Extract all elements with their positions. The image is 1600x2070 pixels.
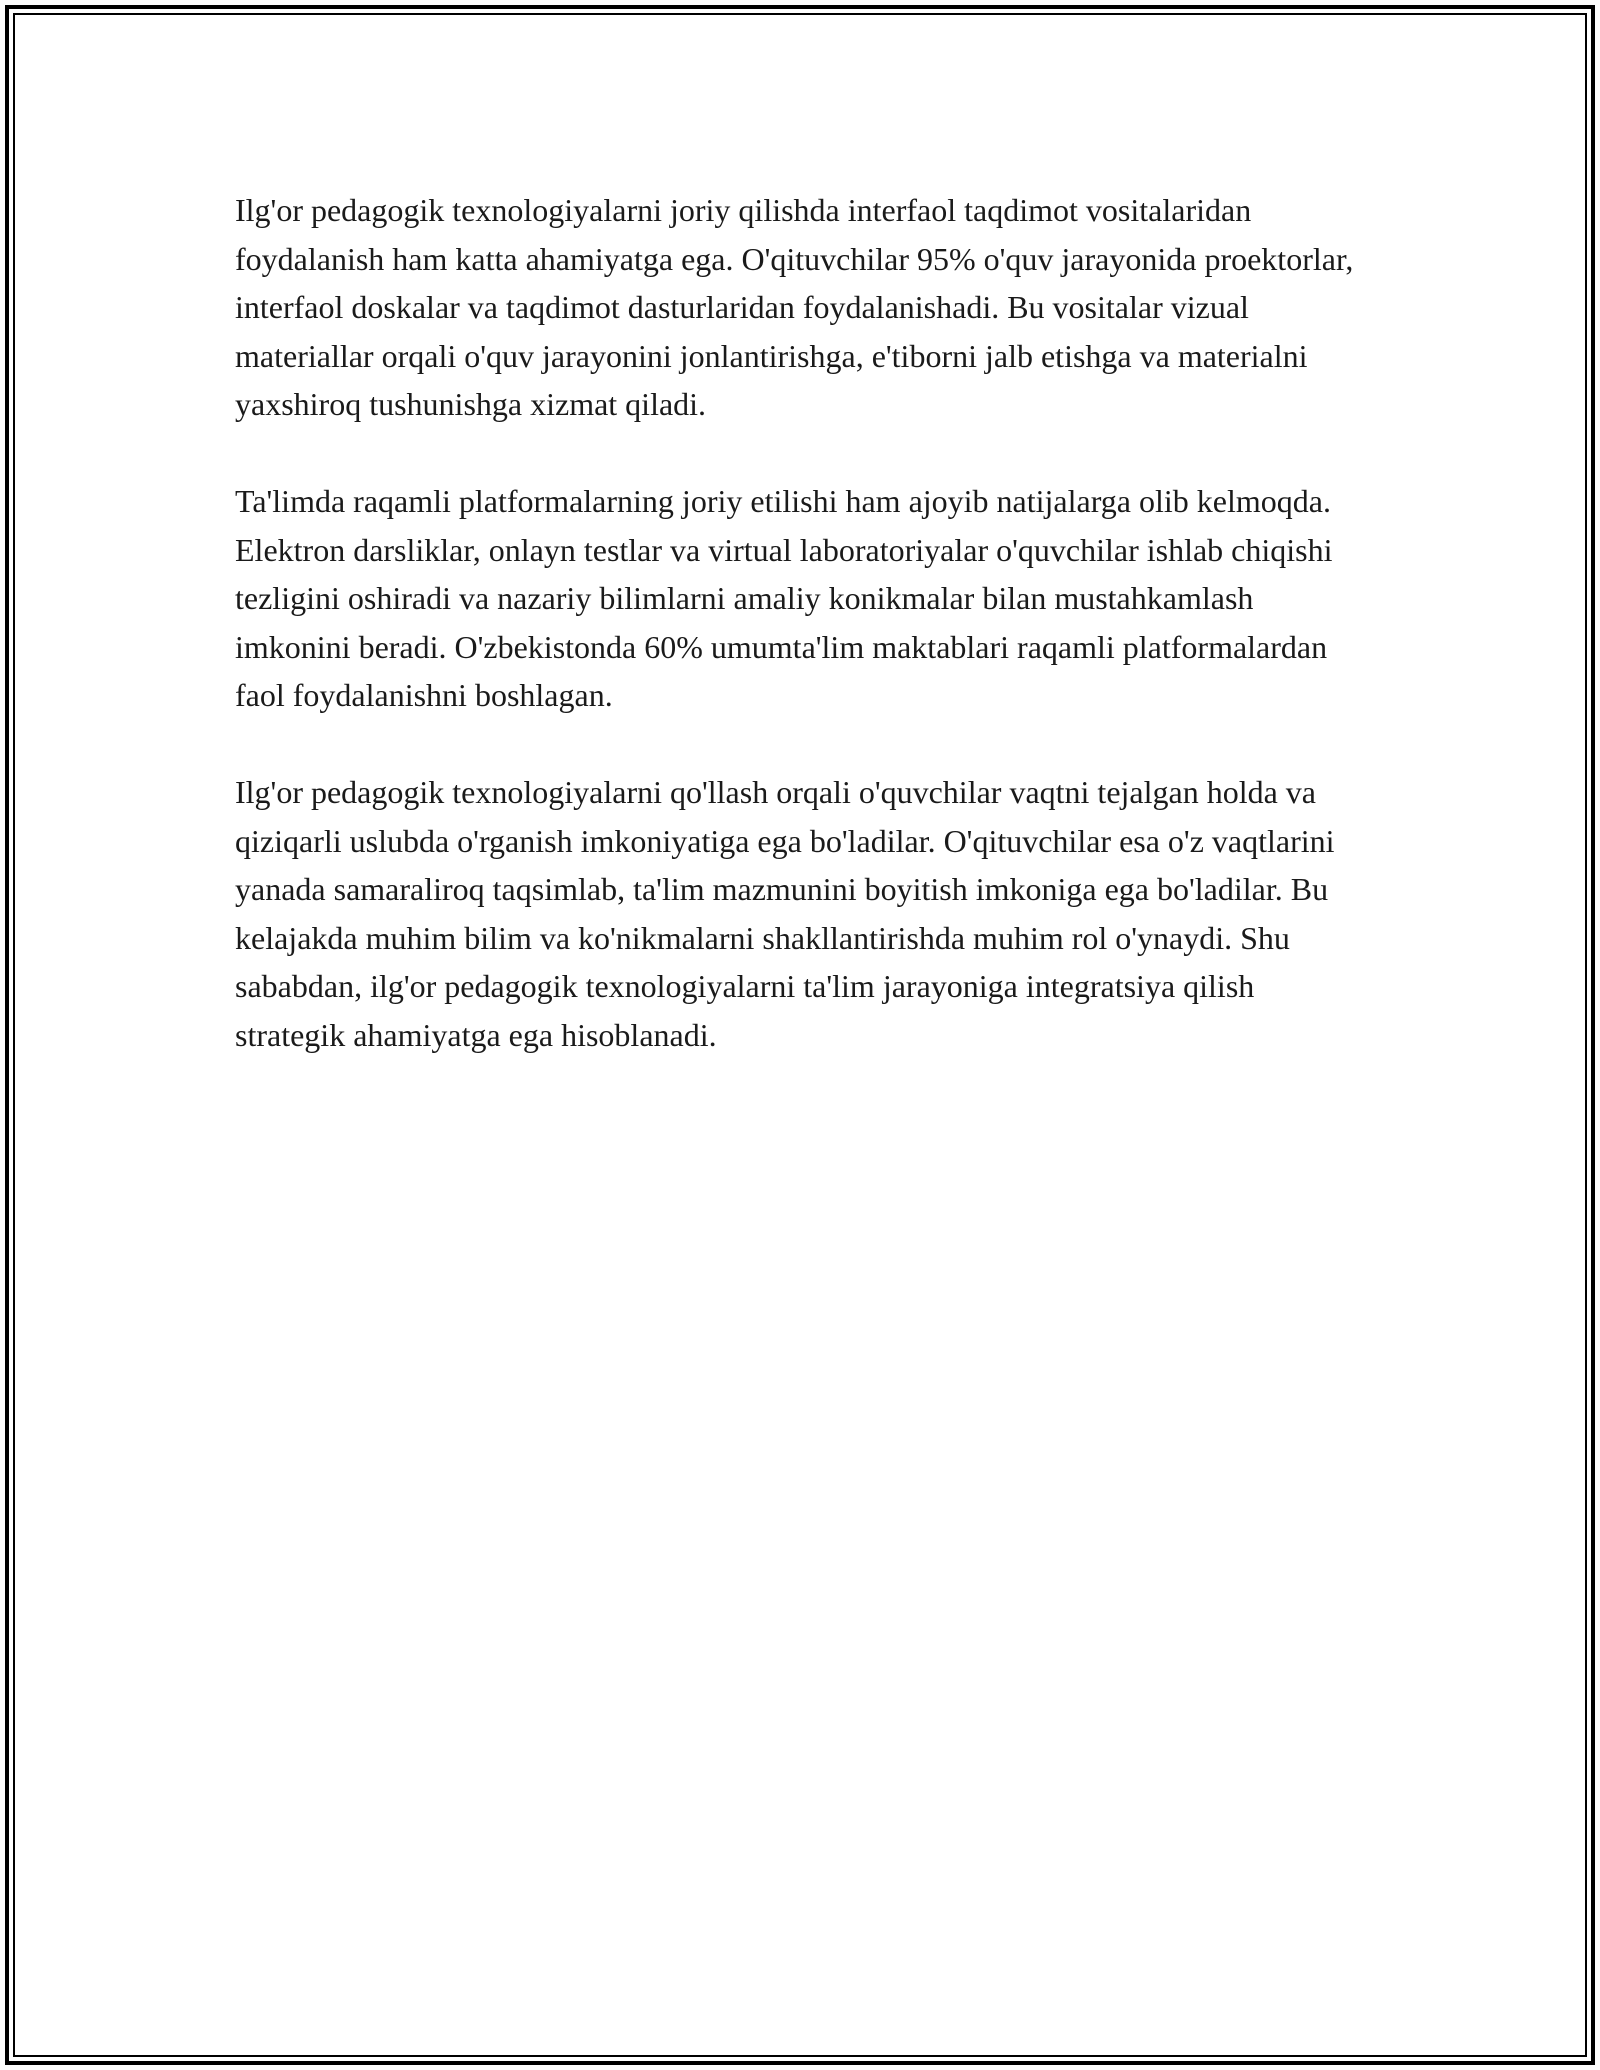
paragraph-presentation-tools: Ilg'or pedagogik texnologiyalarni joriy qilishda interfaol taqdimot vositalaridan foydalanish ham katta ahamiyatga ega. O'qituvchilar 95% o'quv jarayonida proektorlar, interfaol doskalar va taqdimot dasturlaridan foydalanishadi. Bu vositalar vizual materiallar orqali o'quv jarayonini jonlantirishga, e'tiborni jalb etishga va materialni yaxshiroq tushunishga xizmat qiladi. — [235, 192, 1354, 422]
document-body — [235, 186, 1365, 1108]
paragraph-conclusion: Ilg'or pedagogik texnologiyalarni qo'llash orqali o'quvchilar vaqtni tejalgan holda va qiziqarli uslubda o'rganish imkoniyatiga ega bo'ladilar. O'qituvchilar esa o'z vaqtlarini yanada samaraliroq taqsimlab, ta'lim mazmunini boyitish imkoniga ega bo'ladilar. Bu kelajakda muhim bilim va ko'nikmalarni shakllantirishda muhim rol o'ynaydi. Shu sababdan, ilg'or pedagogik texnologiyalarni ta'lim jarayoniga integratsiya qilish strategik ahamiyatga ega hisoblanadi. — [235, 774, 1335, 1053]
paragraph-digital-platforms: Ta'limda raqamli platformalarning joriy etilishi ham ajoyib natijalarga olib kelmoqda. Elektron darsliklar, onlayn testlar va virtual laboratoriyalar o'quvchilar ishlab chiqishi tezligini oshiradi va nazariy bilimlarni amaliy konikmalar bilan mustahkamlash imkonini beradi. O'zbekistonda 60% umumta'lim maktablari raqamli platformalardan faol foydalanishni boshlagan. — [235, 483, 1333, 713]
